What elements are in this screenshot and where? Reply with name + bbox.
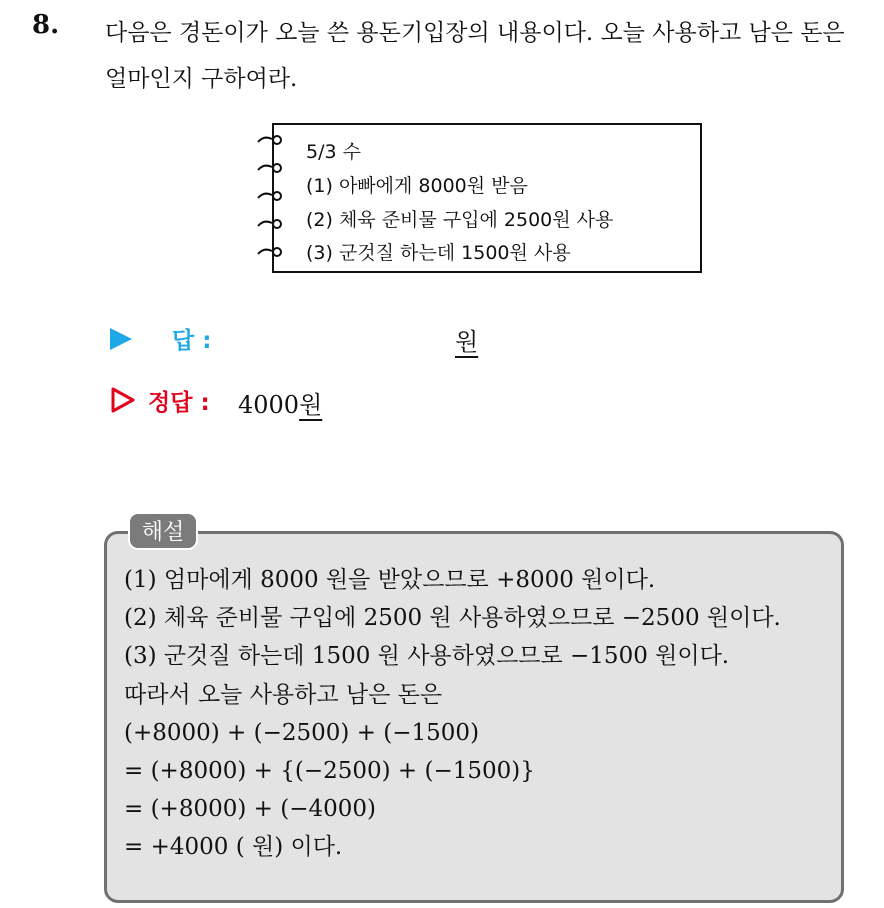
notebook-line: (3) 군것질 하는데 1500원 사용 — [306, 242, 571, 264]
spiral-ring-icon — [256, 161, 286, 175]
correct-answer-value — [238, 385, 322, 420]
solution-line: (+8000) + (−2500) + (−1500) — [124, 719, 480, 746]
solution-line: = (+8000) + {(−2500) + (−1500)} — [124, 757, 535, 784]
spiral-ring-icon — [256, 133, 286, 147]
solution-line: (2) 체육 준비물 구입에 2500 원 사용하였으므로 −2500 원이다. — [124, 605, 781, 632]
correct-answer-number: 4000 — [238, 391, 300, 419]
answer-label: 답 : — [172, 328, 212, 354]
correct-answer-unit: 원 — [299, 391, 323, 419]
solution-line: (1) 엄마에게 8000 원을 받았으므로 +8000 원이다. — [124, 567, 656, 593]
spiral-ring-icon — [256, 245, 286, 259]
question-number: 8. — [32, 10, 60, 40]
solution-line: = +4000 ( 원) 이다. — [124, 834, 343, 861]
correct-answer-label: 정답 : — [148, 390, 210, 416]
solution-tab: 해설 — [128, 512, 198, 550]
solution-line: 따라서 오늘 사용하고 남은 돈은 — [124, 681, 443, 708]
answer-unit: 원 — [455, 328, 479, 356]
solution-text — [124, 561, 781, 867]
notebook-line: 5/3 수 — [306, 141, 361, 163]
spiral-ring-icon — [256, 217, 286, 231]
solution-line: = (+8000) + (−4000) — [124, 796, 376, 823]
notebook-line: (1) 아빠에게 8000원 받음 — [306, 175, 528, 197]
question-text: 다음은 경돈이가 오늘 쓴 용돈기입장의 내용이다. 오늘 사용하고 남은 돈은 얼마인지 구하여라. — [105, 20, 845, 92]
outline-triangle-icon — [110, 387, 136, 413]
play-triangle-icon — [110, 328, 132, 350]
allowance-notebook — [272, 123, 702, 273]
spiral-ring-icon — [256, 189, 286, 203]
notebook-line: (2) 체육 준비물 구입에 2500원 사용 — [306, 209, 614, 231]
solution-line: (3) 군것질 하는데 1500 원 사용하였으므로 −1500 원이다. — [124, 643, 730, 670]
